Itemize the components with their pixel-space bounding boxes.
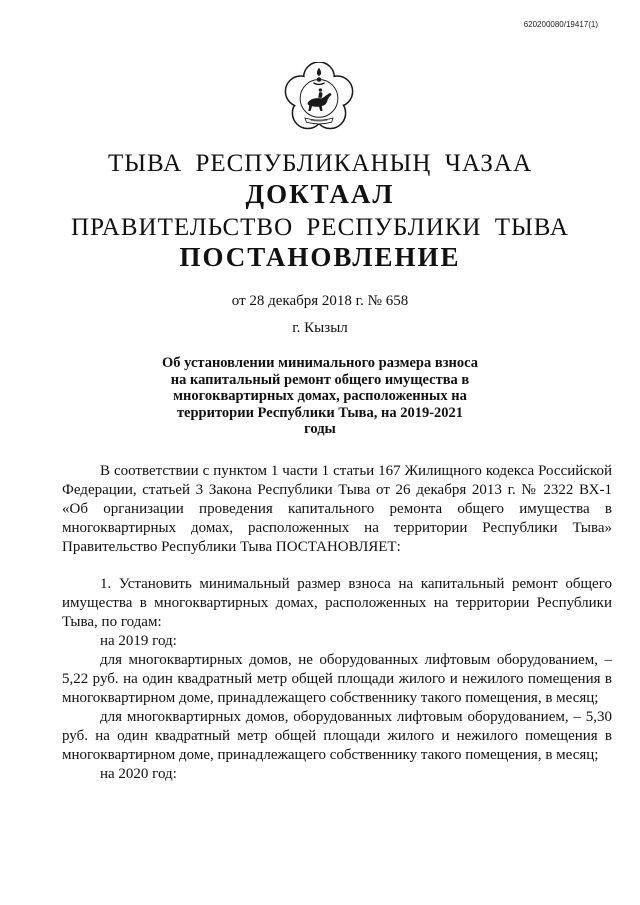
preamble-paragraph: В соответствии с пунктом 1 части 1 статьи 167 Жилищного кодекса Российской Федерации, статьей 3 Закона Республики Тыва от 26 декабря 2013 г. № 2322 ВХ-1 «Об организации проведения капитального ремонта общего имущества в многоквартирных домах, расположенных на территории Республики Тыва» Правительство Республики Тыва ПОСТАНОВЛЯЕТ:	[62, 463, 612, 555]
header-doktaal: ДОКТААЛ	[245, 179, 395, 209]
header-postanovlenie: ПОСТАНОВЛЕНИЕ	[179, 242, 461, 272]
document-title: Об установлении минимального размера взноса на капитальный ремонт общего имущества в многоквартирных домах, расположенных на территории Республики Тыва, на 2019-2021 годы	[162, 355, 478, 437]
year-2020-heading: на 2020 год:	[100, 766, 177, 782]
header-tyva-government: ТЫВА РЕСПУБЛИКАНЫҢ ЧАЗАА	[107, 150, 533, 177]
document-date-number: от 28 декабря 2018 г. № 658	[231, 293, 409, 309]
document-body	[62, 462, 612, 784]
document-id: 620200080/19417(1)	[523, 20, 598, 29]
year-2019-heading: на 2019 год:	[100, 633, 177, 649]
with-elevator-2019-paragraph: для многоквартирных домов, оборудованных лифтовым оборудованием, – 5,30 руб. на один квадратный метр общей площади жилого и нежилого помещения в многоквартирном доме, принадлежащего собственнику такого помещения, в месяц;	[62, 709, 612, 763]
item-1-paragraph: 1. Установить минимальный размер взноса на капитальный ремонт общего имущества в многоквартирных домах, расположенных на территории Республики Тыва, по годам:	[62, 576, 612, 630]
republic-of-tyva-emblem-icon	[284, 62, 354, 132]
header-russian-government: ПРАВИТЕЛЬСТВО РЕСПУБЛИКИ ТЫВА	[71, 214, 569, 241]
no-elevator-2019-paragraph: для многоквартирных домов, не оборудованных лифтовым оборудованием, – 5,22 руб. на один квадратный метр общей площади жилого и нежилого помещения в многоквартирном доме, принадлежащего собственнику такого помещения, в месяц;	[62, 652, 612, 706]
document-city: г. Кызыл	[292, 320, 348, 336]
paragraph-gap	[62, 557, 612, 575]
